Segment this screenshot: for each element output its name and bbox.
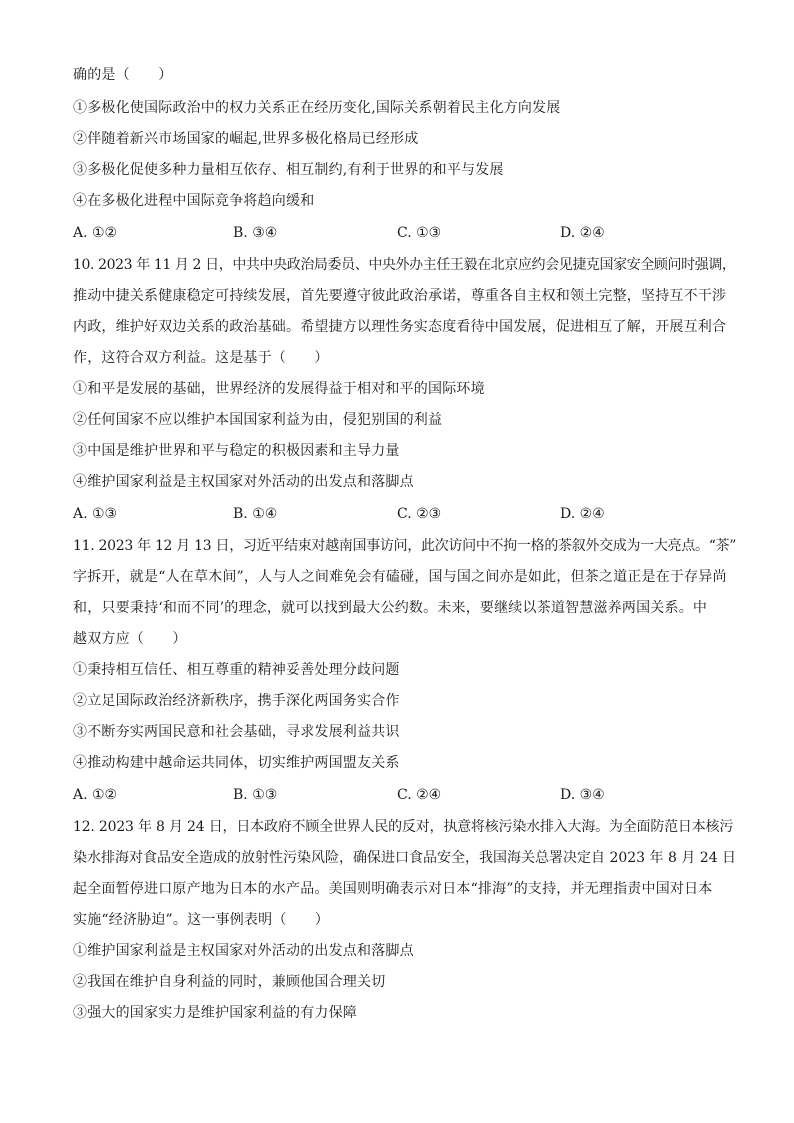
q11-stem-line-2: 字拆开，就是“人在草木间”，人与人之间难免会有磕碰，国与国之间亦是如此，但茶之道正是在于存异尚 [73,569,727,585]
q9-statement-4: ④在多极化进程中国际竞争将趋向缓和 [73,193,315,209]
q10-stem-line-1: 10. 2023 年 11 月 2 日，中共中央政治局委员、中央外办主任王毅在北京应约会见捷克国家安全顾问时强调， [73,257,736,273]
q11-stem-line-3: 和，只要秉持‘和而不同’的理念，就可以找到最大公约数。未来，要继续以茶道智慧滋养两国关系。中 [73,600,708,616]
q11-stem-line-4: 越双方应（ ） [73,631,187,647]
q9-stem-tail: 确的是（ ） [73,67,173,83]
q11-option-c[interactable]: C. ②④ [397,787,442,803]
q12-statement-2: ②我国在维护自身利益的同时，兼顾他国合理关切 [73,974,386,990]
q9-statement-2: ②伴随着新兴市场国家的崛起,世界多极化格局已经形成 [73,131,419,147]
q10-option-d[interactable]: D. ②④ [560,506,605,522]
q11-statement-4: ④推动构建中越命运共同体，切实维护两国盟友关系 [73,755,400,771]
q9-option-a[interactable]: A. ①② [73,225,118,241]
q12-stem-line-1: 12. 2023 年 8 月 24 日，日本政府不顾全世界人民的反对，执意将核污染水排入大海。为全面防范日本核污 [73,819,734,835]
q10-statement-3: ③中国是维护世界和平与稳定的积极因素和主导力量 [73,443,400,459]
q9-options [73,224,713,242]
q11-option-b[interactable]: B. ①③ [233,787,278,803]
q12-stem-line-4: 实施“经济胁迫”。这一事例表明（ ） [73,912,330,928]
q10-stem-line-3: 内政，维护好双边关系的政治基础。希望捷方以理性务实态度看待中国发展，促进相互了解，开展互利合 [73,319,727,335]
q11-statement-2: ②立足国际政治经济新秩序，携手深化两国务实合作 [73,693,400,709]
q9-option-c[interactable]: C. ①③ [397,225,442,241]
q10-stem-line-2: 推动中捷关系健康稳定可持续发展，首先要遵守彼此政治承诺，尊重各自主权和领土完整，坚持互不干涉 [73,288,727,304]
q9-statement-3: ③多极化促使多种力量相互依存、相互制约,有利于世界的和平与发展 [73,162,504,178]
q10-statement-2: ②任何国家不应以维护本国国家利益为由，侵犯别国的利益 [73,412,443,428]
q10-option-a[interactable]: A. ①③ [73,506,118,522]
q11-statement-1: ①秉持相互信任、相互尊重的精神妥善处理分歧问题 [73,662,400,678]
q12-stem-line-3: 起全面暂停进口原产地为日本的水产品。美国则明确表示对日本“排海”的支持，并无理指责中国对日本 [73,881,713,897]
q10-option-c[interactable]: C. ②③ [397,506,442,522]
q10-statement-1: ①和平是发展的基础，世界经济的发展得益于相对和平的国际环境 [73,381,485,397]
q11-option-d[interactable]: D. ③④ [560,787,605,803]
q11-option-a[interactable]: A. ①② [73,787,118,803]
q10-option-b[interactable]: B. ①④ [233,506,278,522]
q12-statement-3: ③强大的国家实力是维护国家利益的有力保障 [73,1005,357,1021]
q9-option-b[interactable]: B. ③④ [233,225,278,241]
q12-stem-line-2: 染水排海对食品安全造成的放射性污染风险，确保进口食品安全，我国海关总署决定自 2023 年 8 月 24 日 [73,850,737,866]
q12-statement-1: ①维护国家利益是主权国家对外活动的出发点和落脚点 [73,943,414,959]
q11-stem-line-1: 11. 2023 年 12 月 13 日，习近平结束对越南国事访问，此次访问中不拘一格的茶叙外交成为一大亮点。“茶” [73,538,737,554]
q9-option-d[interactable]: D. ②④ [560,225,605,241]
q11-options [73,786,713,804]
q10-statement-4: ④维护国家利益是主权国家对外活动的出发点和落脚点 [73,474,414,490]
q11-statement-3: ③不断夯实两国民意和社会基础，寻求发展利益共识 [73,724,400,740]
q10-stem-line-4: 作，这符合双方利益。这是基于（ ） [73,350,329,366]
q9-statement-1: ①多极化使国际政治中的权力关系正在经历变化,国际关系朝着民主化方向发展 [73,100,561,116]
q10-options [73,505,713,523]
